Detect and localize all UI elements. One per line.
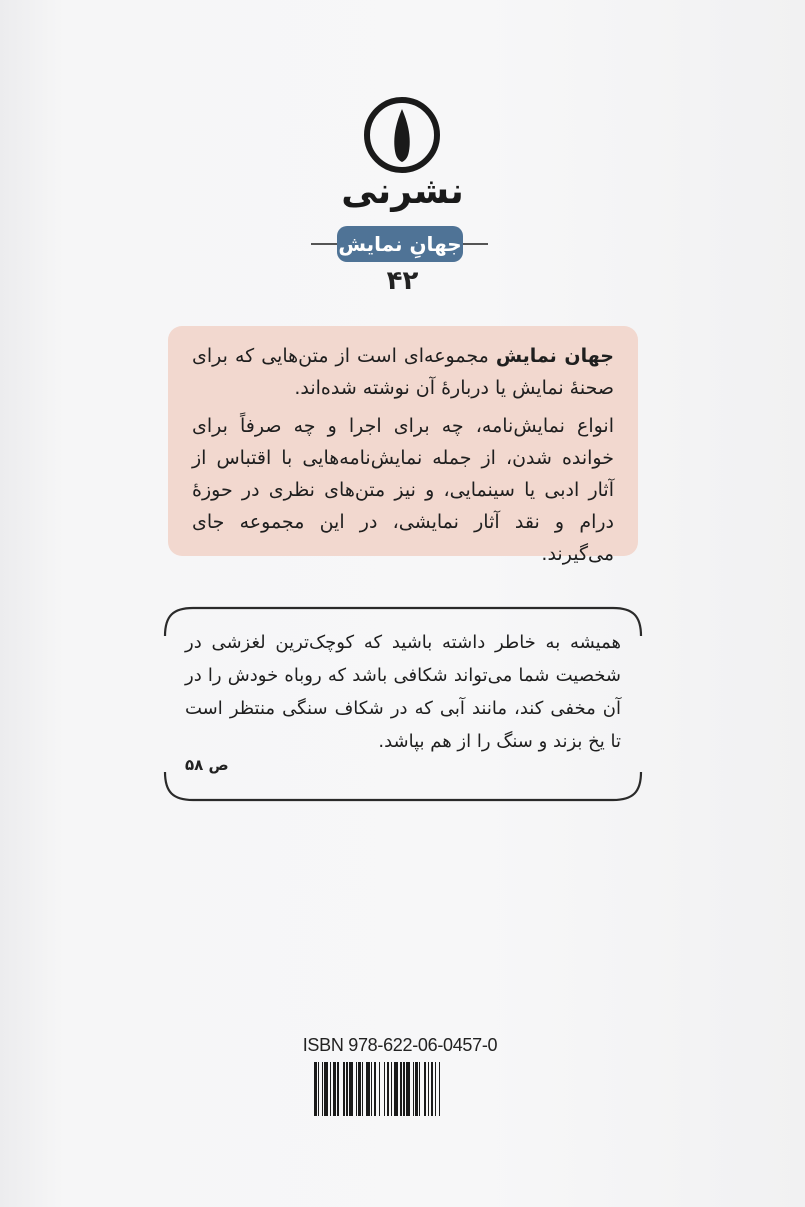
publisher-logo-icon [362,95,442,175]
quote-text: همیشه به خاطر داشته باشید که کوچک‌ترین لغزشی در شخصیت شما می‌تواند شکافی باشد که روباه خودش را در آن مخفی کند، مانند آبی که در شکاف سنگی منتظر است تا یخ بزند و سنگ را از هم بپاشد. [185,632,621,752]
isbn-label: ISBN 978-622-06-0457-0 [302,1035,498,1055]
series-number: ۴۲ [386,266,419,296]
quote-page-reference: ص ۵۸ [185,756,229,774]
series-description-box [168,326,638,565]
series-banner [0,226,805,262]
quote-box [163,606,643,802]
publisher-name: نشرنی [341,171,464,212]
description-bold-lead: جهان نمایش [495,345,614,367]
barcode-icon [314,1062,484,1116]
series-title: جهانِ نمایش [337,226,463,262]
description-paragraph-2: انواع نمایش‌نامه، چه برای اجرا و چه صرفاً برای خوانده شدن، از جمله نمایش‌نامه‌هایی با اقتباس از آثار ادبی یا سینمایی، و نیز متن‌های نظری در حوزهٔ درام و نقد آثار نمایشی، در این مجموعه جای می‌گیرند. [192,415,614,565]
description-paragraph-1 [192,340,614,404]
description-text: مجموعه‌ای است از متن‌هایی که برای صحنهٔ نمایش یا دربارهٔ آن نوشته شده‌اند. [192,345,614,399]
